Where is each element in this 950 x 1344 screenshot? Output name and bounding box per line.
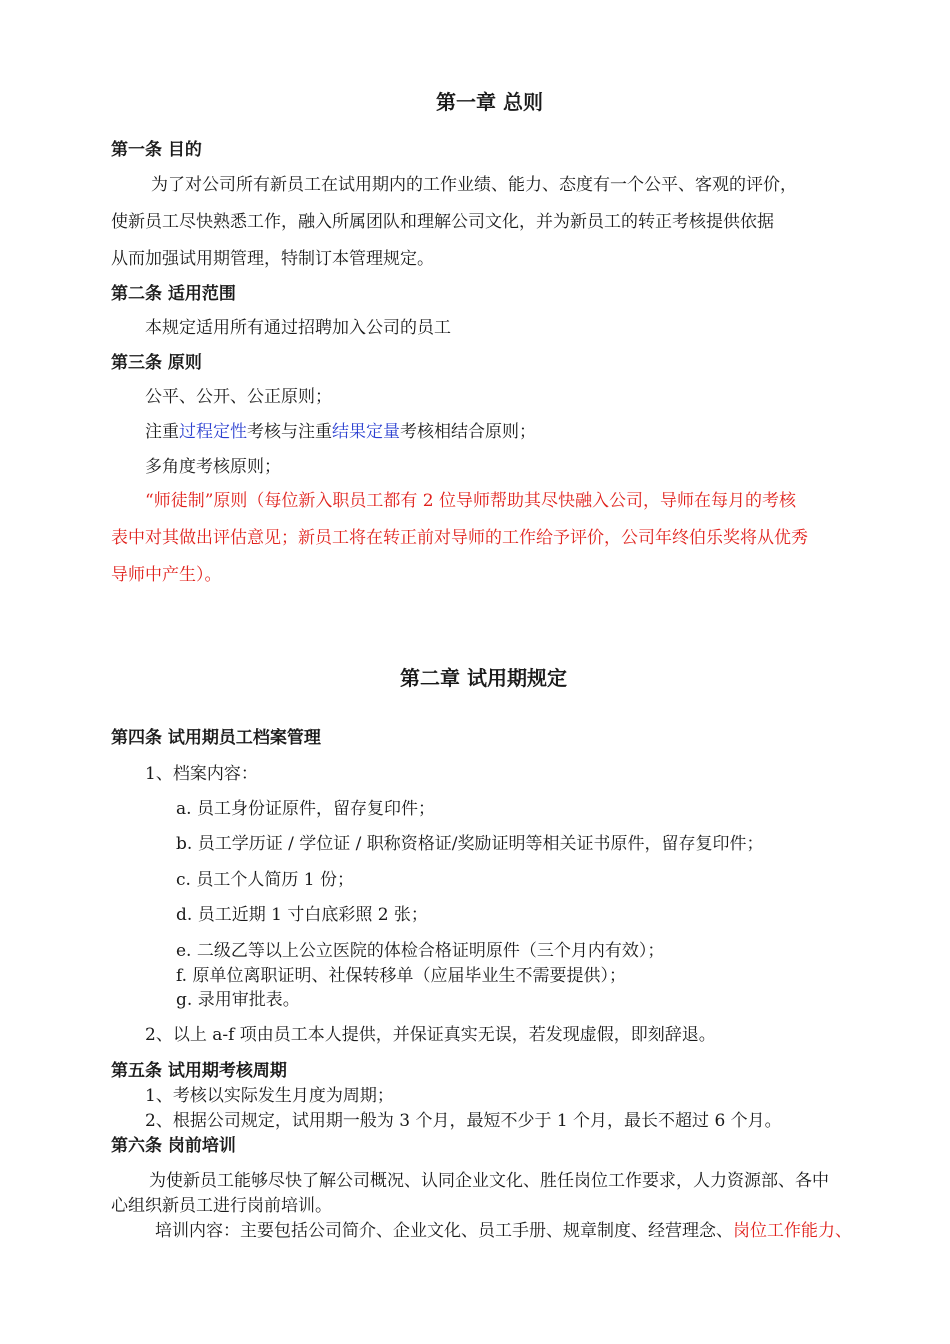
article-3-heading: 第三条 原则 [111, 353, 202, 373]
article-4-item-1: 1、档案内容： [145, 764, 258, 784]
article-5-line: 2、根据公司规定，试用期一般为 3 个月，最短不少于 1 个月，最长不超过 6 个月。 [145, 1111, 782, 1131]
principle-2: 注重过程定性考核与注重结果定量考核相结合原则； [145, 422, 536, 442]
file-item: g. 录用审批表。 [176, 990, 300, 1010]
process-qualitative-link: 过程定性 [179, 422, 247, 442]
file-item: e. 二级乙等以上公立医院的体检合格证明原件（三个月内有效）； [176, 941, 665, 961]
article-6-line: 为使新员工能够尽快了解公司概况、认同企业文化、胜任岗位工作要求，人力资源部、各中 [149, 1171, 829, 1191]
article-1-heading: 第一条 目的 [111, 140, 202, 160]
article-5-line: 1、考核以实际发生月度为周期； [145, 1086, 394, 1106]
training-content: 培训内容：主要包括公司简介、企业文化、员工手册、规章制度、经营理念、岗位工作能力、 [155, 1221, 852, 1241]
article-2-line: 本规定适用所有通过招聘加入公司的员工 [145, 318, 451, 338]
article-1-line: 从而加强试用期管理，特制订本管理规定。 [111, 249, 434, 269]
training-highlight: 岗位工作能力、 [733, 1221, 852, 1241]
file-item: b. 员工学历证 / 学位证 / 职称资格证/奖励证明等相关证书原件，留存复印件； [176, 834, 764, 854]
article-4-item-2: 2、以上 a-f 项由员工本人提供，并保证真实无误，若发现虚假，即刻辞退。 [145, 1025, 716, 1045]
file-item: d. 员工近期 1 寸白底彩照 2 张； [176, 905, 428, 925]
chapter-2-title: 第二章 试用期规定 [400, 666, 567, 690]
file-item: c. 员工个人简历 1 份； [176, 870, 354, 890]
chapter-1-title: 第一章 总则 [436, 90, 543, 114]
principle-3: 多角度考核原则； [145, 457, 281, 477]
article-6-line: 心组织新员工进行岗前培训。 [111, 1196, 332, 1216]
article-2-heading: 第二条 适用范围 [111, 284, 236, 304]
article-6-heading: 第六条 岗前培训 [111, 1136, 236, 1156]
result-quantitative-link: 结果定量 [332, 422, 400, 442]
principle-4-line: “师徒制”原则（每位新入职员工都有 2 位导师帮助其尽快融入公司，导师在每月的考核 [145, 491, 797, 511]
article-1-line: 使新员工尽快熟悉工作，融入所属团队和理解公司文化，并为新员工的转正考核提供依据 [111, 212, 774, 232]
article-1-line: 为了对公司所有新员工在试用期内的工作业绩、能力、态度有一个公平、客观的评价， [151, 175, 797, 195]
article-4-heading: 第四条 试用期员工档案管理 [111, 728, 321, 748]
file-item: f. 原单位离职证明、社保转移单（应届毕业生不需要提供）； [176, 966, 626, 986]
article-5-heading: 第五条 试用期考核周期 [111, 1061, 287, 1081]
principle-1: 公平、公开、公正原则； [145, 387, 332, 407]
principle-4-line: 表中对其做出评估意见；新员工将在转正前对导师的工作给予评价，公司年终伯乐奖将从优秀 [111, 528, 808, 548]
file-item: a. 员工身份证原件，留存复印件； [176, 799, 435, 819]
principle-4-line: 导师中产生）。 [111, 565, 222, 585]
